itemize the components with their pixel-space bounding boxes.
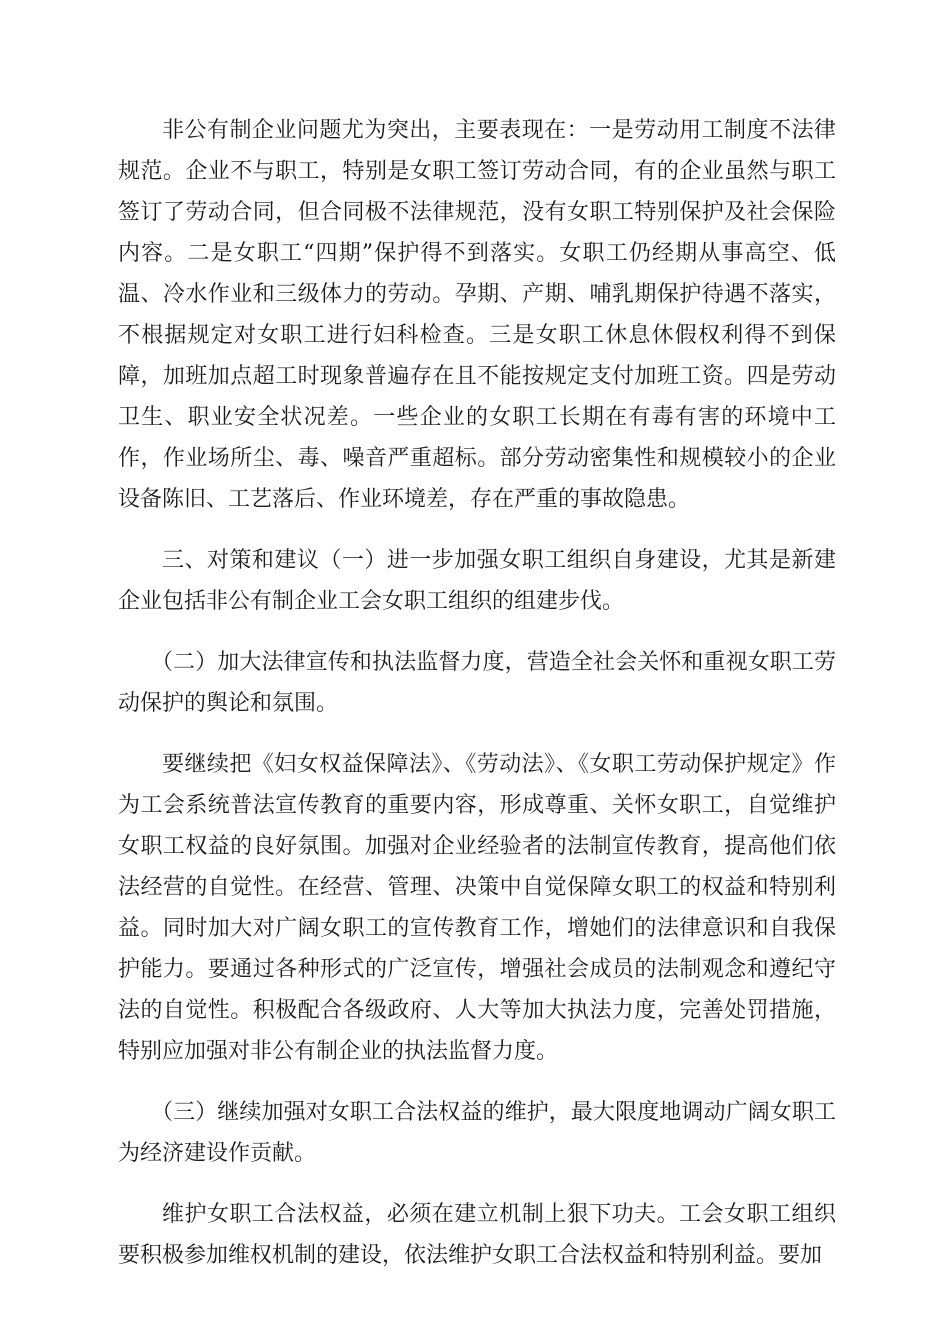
paragraph-countermeasures-2: （二）加大法律宣传和执法监督力度，营造全社会关怀和重视女职工劳动保护的舆论和氛围。: [118, 650, 836, 716]
paragraph-legal-publicity: 要继续把《妇女权益保障法》、《劳动法》、《女职工劳动保护规定》作为工会系统普法宣传教育的重要内容，形成尊重、关怀女职工，自觉维护女职工权益的良好氛围。加强对企业经验者的法制宣传教育，提高他们依法经营的自觉性。在经营、管理、决策中自觉保障女职工的权益和特别利益。同时加大对广阔女职工的宣传教育工作，增她们的法律意识和自我保护能力。要通过各种形式的广泛宣传，增强社会成员的法制观念和遵纪守法的自觉性。积极配合各级政府、人大等加大执法力度，完善处罚措施，特别应加强对非公有制企业的执法监督力度。: [118, 752, 836, 1064]
paragraph-rights-mechanism: 维护女职工合法权益，必须在建立机制上狠下功夫。工会女职工组织要积极参加维权机制的建设，依法维护女职工合法权益和特别利益。要加: [118, 1202, 836, 1268]
paragraph-countermeasures-1: 三、对策和建议（一）进一步加强女职工组织自身建设，尤其是新建企业包括非公有制企业工会女职工组织的组建步伐。: [118, 548, 836, 614]
paragraph-non-public-enterprise-issues: 非公有制企业问题尤为突出，主要表现在：一是劳动用工制度不法律规范。企业不与职工，特别是女职工签订劳动合同，有的企业虽然与职工签订了劳动合同，但合同极不法律规范，没有女职工特别保护及社会保险内容。二是女职工“四期”保护得不到落实。女职工仍经期从事高空、低温、冷水作业和三级体力的劳动。孕期、产期、哺乳期保护待遇不落实，不根据规定对女职工进行妇科检查。三是女职工休息休假权利得不到保障，加班加点超工时现象普遍存在且不能按规定支付加班工资。四是劳动卫生、职业安全状况差。一些企业的女职工长期在有毒有害的环境中工作，作业场所尘、毒、噪音严重超标。部分劳动密集性和规模较小的企业设备陈旧、工艺落后、作业环境差，存在严重的事故隐患。: [118, 118, 836, 512]
document-body: [118, 110, 836, 1296]
paragraph-countermeasures-3: （三）继续加强对女职工合法权益的维护，最大限度地调动广阔女职工为经济建设作贡献。: [118, 1100, 836, 1166]
